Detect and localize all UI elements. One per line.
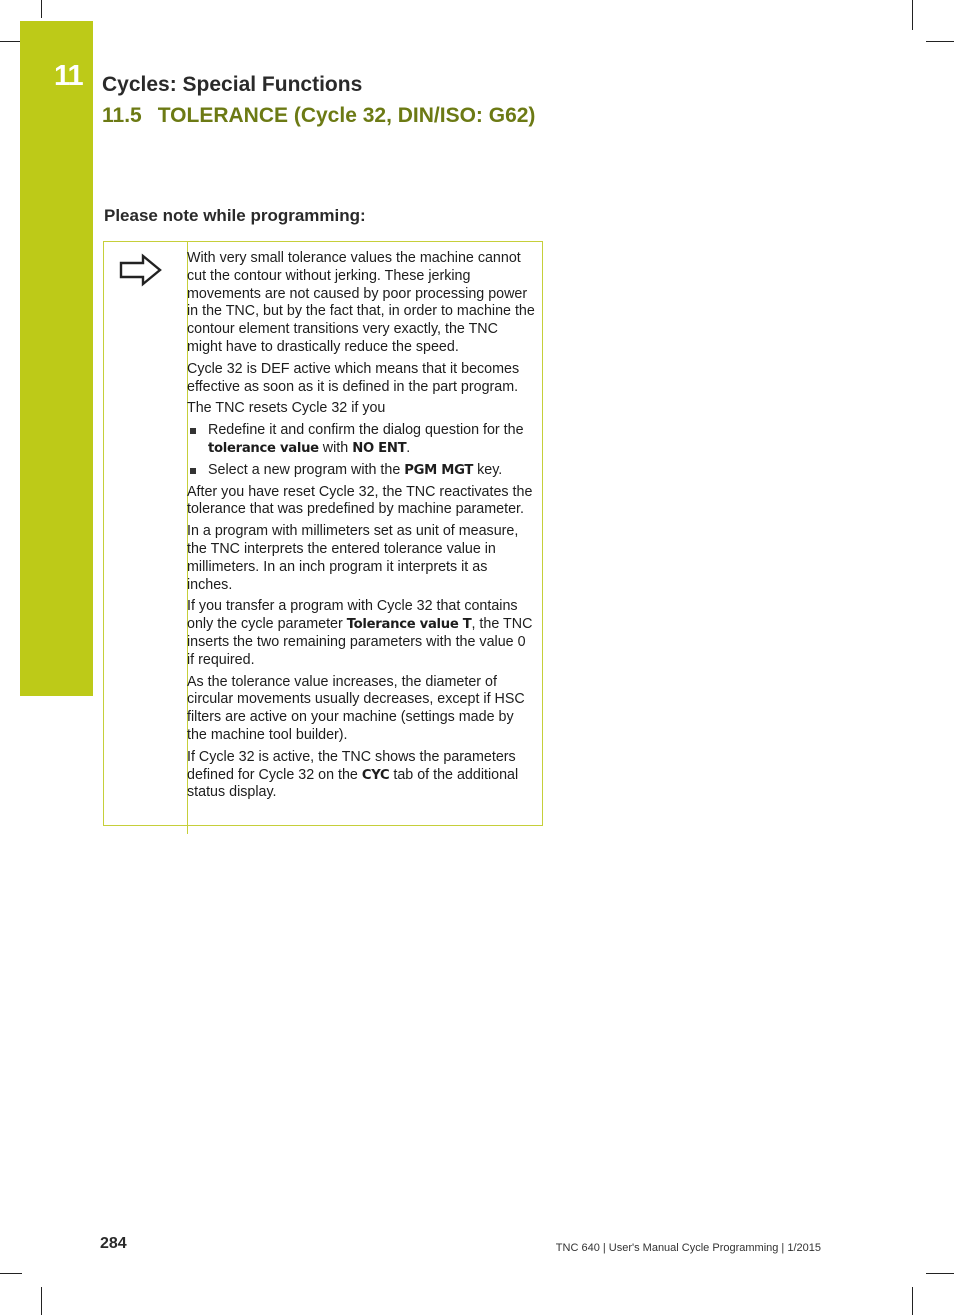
keyword: NO ENT [352,440,407,456]
crop-mark [41,0,42,18]
bullet-icon [190,428,196,434]
note-heading: Please note while programming: [104,206,366,225]
chapter-title: Cycles: Special Functions [102,73,363,96]
keyword: Tolerance value T [346,617,472,633]
list-item: Redefine it and confirm the dialog question for the tolerance value with NO ENT. [187,422,536,458]
keyword: PGM MGT [404,462,474,478]
page-number: 284 [100,1235,127,1252]
chapter-tab-bar [20,21,93,696]
note-paragraph: Cycle 32 is DEF active which means that it becomes effective as soon as it is defined in the part program. [187,360,520,395]
list-item: Select a new program with the PGM MGT key. [187,462,536,480]
crop-mark [912,0,913,30]
note-content [187,250,536,806]
note-paragraph: In a program with millimeters set as unit of measure, the TNC interprets the entered tolerance value in millimeters. In an inch program it interprets it as inches. [187,523,519,593]
note-paragraph: If you transfer a program with Cycle 32 that contains only the cycle parameter Tolerance value T, the TNC inserts the two remaining parameters with the value 0 if required. [187,598,533,668]
section-title [102,104,535,128]
section-title-text: TOLERANCE (Cycle 32, DIN/ISO: G62) [157,104,536,127]
crop-mark [926,41,954,42]
crop-mark [912,1287,913,1315]
right-arrow-icon [119,253,163,287]
crop-mark [926,1273,954,1274]
chapter-number: 11 [54,60,83,92]
crop-mark [41,1287,42,1315]
note-box [103,241,543,826]
crop-mark [0,41,22,42]
note-paragraph: After you have reset Cycle 32, the TNC reactivates the tolerance that was predefined by machine parameter. [187,483,533,518]
section-number: 11.5 [102,104,142,127]
keyword: CYC [361,767,390,783]
note-paragraph: As the tolerance value increases, the diameter of circular movements usually decreases, except if HSC filters are active on your machine (settings made by the machine tool builder). [187,673,525,743]
crop-mark [0,1273,22,1274]
note-paragraph: With very small tolerance values the machine cannot cut the contour without jerking. These jerking movements are not caused by poor processing power in the TNC, but by the fact that, in order to machine the contour element transitions very exactly, the TNC might have to drastically reduce the speed. [187,250,535,355]
keyword: tolerance value [208,440,319,456]
reset-conditions-list [187,422,536,479]
note-paragraph: If Cycle 32 is active, the TNC shows the parameters defined for Cycle 32 on the CYC tab of the additional status display. [187,748,519,801]
footer-text: TNC 640 | User's Manual Cycle Programming | 1/2015 [555,1242,821,1254]
bullet-icon [190,468,196,474]
note-paragraph: The TNC resets Cycle 32 if you [187,400,386,417]
